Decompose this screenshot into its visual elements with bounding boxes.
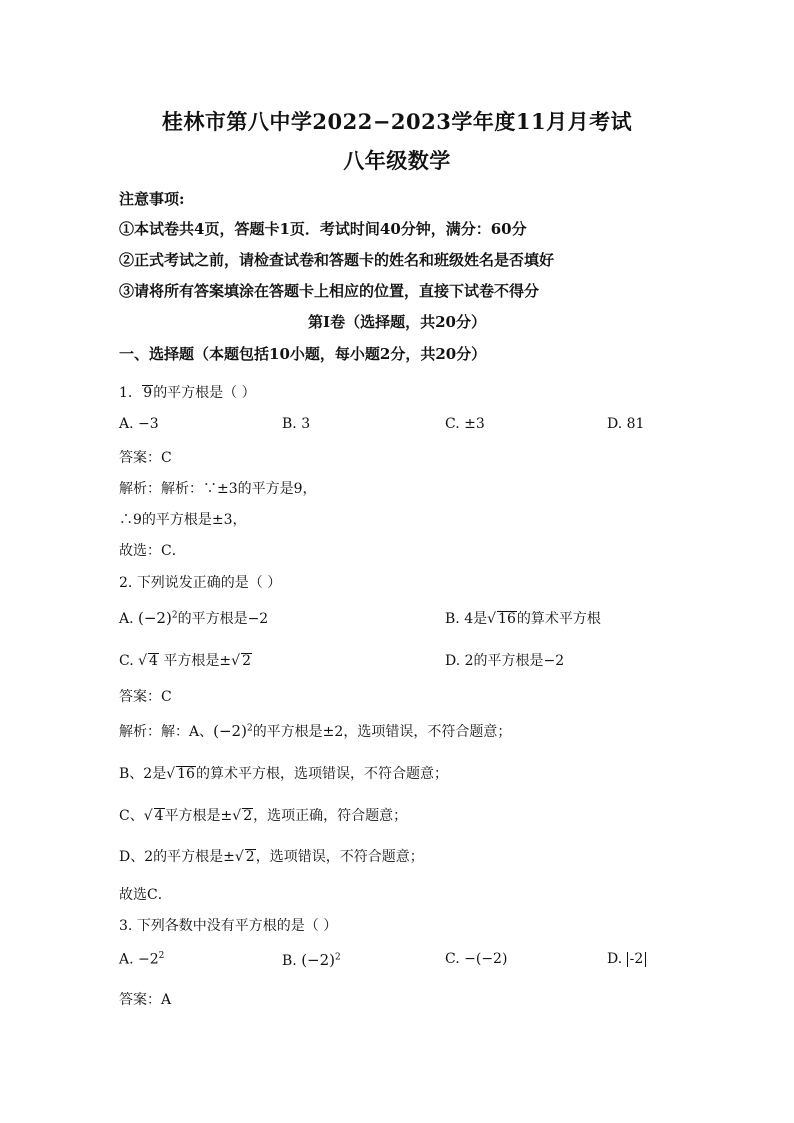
q1-solution-line-2: ∴9的平方根是±3， bbox=[119, 512, 247, 528]
section-title: 一、选择题（本题包括10小题，每小题2分，共20分） bbox=[119, 345, 487, 363]
q2-option-c: C. √ 4 平方根是±√ 2 bbox=[119, 653, 251, 669]
q2-option-d: D. 2的平方根是−2 bbox=[445, 653, 565, 669]
question-1-stem: 1. 9的平方根是（ ） bbox=[119, 385, 256, 401]
q2-option-a: A. $(-2)^2$的平方根是−2 bbox=[119, 609, 269, 627]
question-3-stem: 3. 下列各数中没有平方根的是（ ） bbox=[119, 918, 338, 934]
q1-option-b: B. 3 bbox=[282, 416, 311, 432]
exam-title: 桂林市第八中学2022−2023学年度11月月考试 bbox=[161, 109, 633, 134]
q3-option-d: D. -2 bbox=[607, 951, 646, 967]
q3-option-b: B. $(-2)^2$ bbox=[282, 951, 341, 969]
q1-option-a: A. −3 bbox=[119, 416, 159, 432]
q1-solution-line-1: 解析：解析：∵±3的平方是9， bbox=[119, 481, 317, 497]
notice-item-3: ③请将所有答案填涂在答题卡上相应的位置，直接下试卷不得分 bbox=[119, 282, 540, 300]
q1-solution-line-3: 故选：C． bbox=[119, 543, 186, 559]
part-title: 第Ⅰ卷（选择题，共20分） bbox=[308, 313, 486, 331]
q3-answer: 答案：A bbox=[119, 992, 172, 1008]
q1-option-c: C. ±3 bbox=[445, 416, 485, 432]
q2-solution-c: C、√ 4平方根是±√ 2，选项正确，符合题意； bbox=[119, 808, 408, 824]
q2-solution-b: B、2是√ 16的算术平方根，选项错误，不符合题意； bbox=[119, 766, 448, 782]
notice-item-2: ②正式考试之前，请检查试卷和答题卡的姓名和班级姓名是否填好 bbox=[119, 251, 555, 269]
q3-option-a: A. $-2^2$ bbox=[119, 951, 165, 968]
question-number: 1. bbox=[119, 385, 133, 401]
question-2-stem: 2. 下列说发正确的是（ ） bbox=[119, 575, 282, 591]
notice-heading: 注意事项: bbox=[119, 190, 185, 208]
sqrt-expression: 9 bbox=[143, 385, 153, 401]
q1-answer: 答案：C bbox=[119, 450, 172, 466]
q2-solution-a: 解析：解：A、$(-2)^2$的平方根是±2，选项错误，不符合题意； bbox=[119, 722, 512, 740]
q2-solution-d: D、2的平方根是±√ 2，选项错误，不符合题意； bbox=[119, 849, 424, 865]
notice-item-1: ①本试卷共4页，答题卡1页．考试时间40分钟，满分：60分 bbox=[119, 220, 527, 238]
q2-answer: 答案：C bbox=[119, 689, 172, 705]
exam-subtitle: 八年级数学 bbox=[343, 148, 451, 173]
q2-conclusion: 故选C． bbox=[119, 887, 172, 903]
q1-option-d: D. 81 bbox=[607, 416, 645, 432]
q2-option-b: B. 4是√ 16的算术平方根 bbox=[445, 611, 601, 627]
q3-option-c: C. −(−2) bbox=[445, 951, 508, 967]
